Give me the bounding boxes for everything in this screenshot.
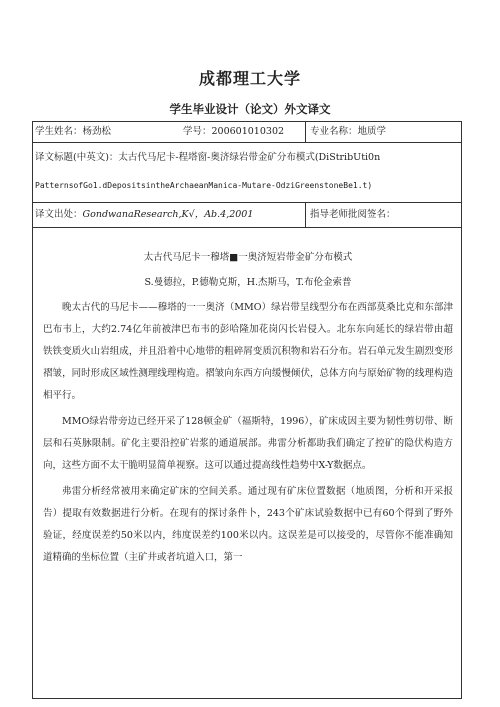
major-name: 专业名称：地质学 — [310, 126, 387, 137]
translation-title-line1: 译文标题(中英文)：太古代马尼卡-程塔窗-奥济绿岩带金矿分布模式(DiStribUti0n — [35, 152, 381, 163]
article-authors: S.曼德拉，P.德勒克斯，H.杰斯马，T.布伦金索普 — [144, 277, 352, 288]
row-divider — [33, 227, 461, 228]
row-divider — [33, 202, 461, 203]
article-title: 太古代马尼卡一穆塔■一奥济短岩带金矿分布模式 — [143, 252, 353, 263]
paragraph: MMO绿岩带旁边已经开采了128顿金矿（福斯特，1996），矿床成因主要为韧性剪切带、断层和石英脉限制。矿化主要沿控矿岩浆的通道展部。弗雷分析都助我们确定了控矿的隐伏构造方向，这些方面不太干脆明显简单视察。这可以通过提高线性趋势中X-Y数据点。 — [43, 416, 453, 471]
paragraph: 晚太古代的马尼卡——穆塔的一一奥济（MMO）绿岩带呈线型分布在西部莫桑比克和东部津巴布韦上，大约2.74亿年前被津巴布韦的彭哈隆加花岗闪长岩侵入。北东东向延长的绿岩带由超铁铁变质火山岩组成，并且沿着中心地带的粗碎屑变质沉积物和岩石分布。岩石单元发生剧烈变形褶皱，同时形成区域性测理线理构造。褶皱向东西方向缓慢倾伏，总体方向与原始矿物的线理构造相平行。 — [43, 302, 453, 401]
row-divider — [33, 142, 461, 143]
advisor-signature: 指导老师批阅签名： — [310, 209, 396, 220]
document-subtitle: 学生毕业设计（论文）外文译文 — [169, 102, 331, 116]
column-divider — [305, 202, 306, 227]
paragraph: 弗雷分析经常被用来确定矿床的空间关系。通过现有矿床位置数据（地质图，分析和开采报告）提取有效数据进行分析。在现有的探讨条件卜，243个矿床试验数据中已有60个得到了野外验证，经度误差约50米以内，纬度误差约100米以内。这误差是可以接受的，尽管你不能准确知道精确的坐标位置（主矿井或者坑道入口，第一 — [43, 486, 453, 563]
student-name: 学生姓名：杨劲松 — [35, 126, 112, 137]
source-row — [35, 208, 253, 222]
translation-form — [32, 121, 462, 699]
source-value: GondwanaResearch,K√，Ab.4,2001 — [82, 209, 254, 220]
student-id: 学号：200601010302 — [183, 126, 285, 137]
translation-title-line2: PatternsofGo1.dDepositsintheArchaeanManica-Mutare-OdziGreenstoneBe1.t) — [35, 181, 373, 190]
column-divider — [305, 122, 306, 142]
university-title: 成都理工大学 — [198, 69, 301, 88]
article-body — [43, 297, 453, 569]
source-label: 译文出处： — [35, 209, 83, 220]
